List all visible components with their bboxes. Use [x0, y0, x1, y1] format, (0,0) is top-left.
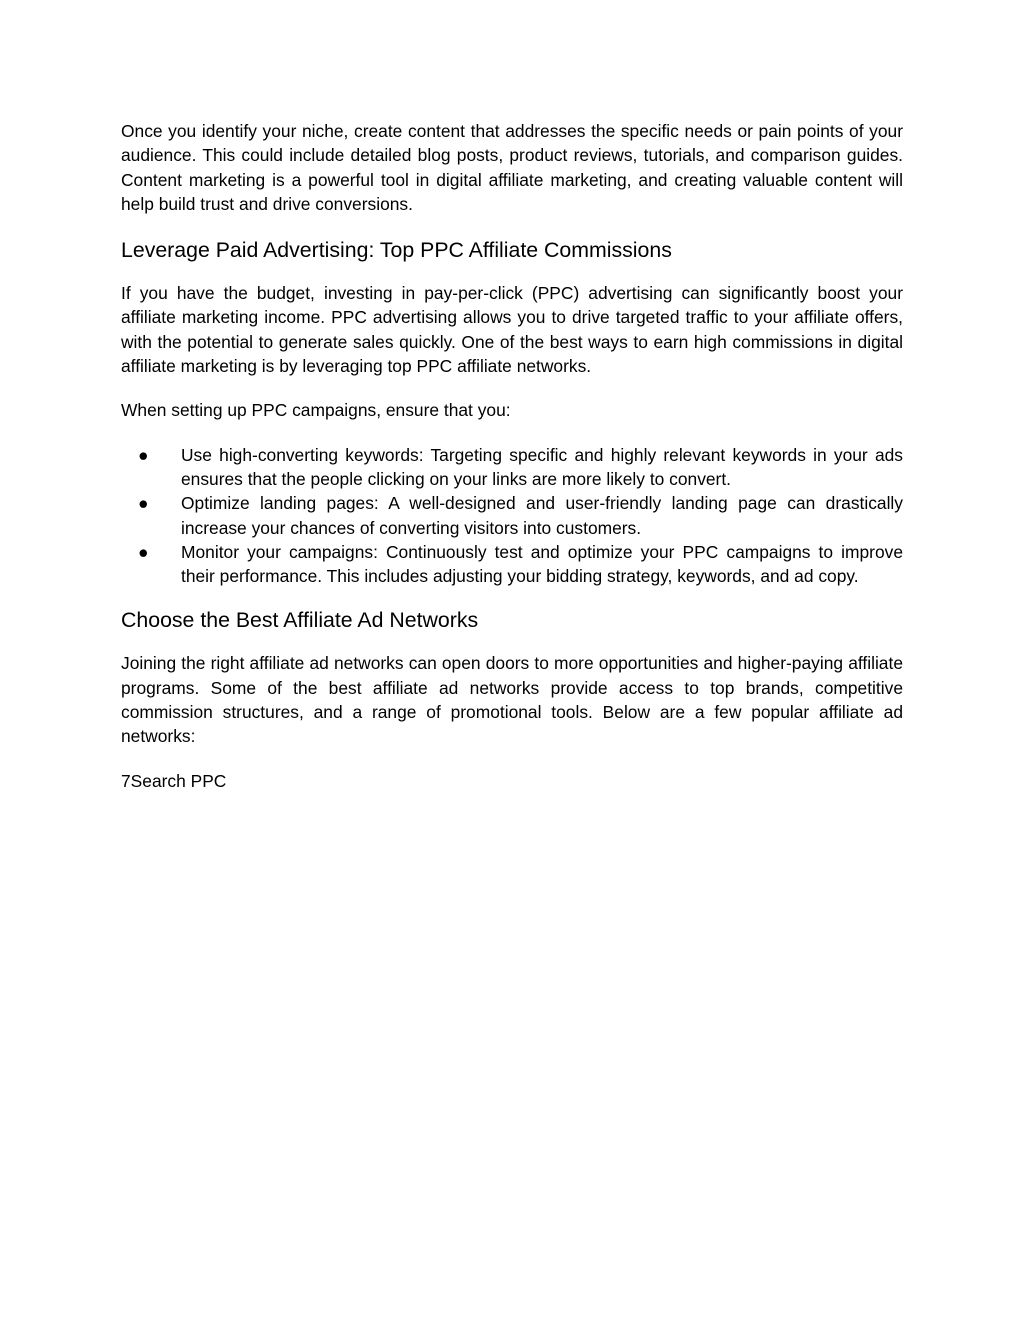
ppc-bullet-list — [121, 443, 903, 589]
networks-paragraph: Joining the right affiliate ad networks can open doors to more opportunities and higher-paying affiliate programs. Some of the best affiliate ad networks provide access to top brands, competitive commission structures, and a range of promotional tools. Below are a few popular affiliate ad networks: — [121, 653, 903, 747]
list-item-text: Monitor your campaigns: Continuously test and optimize your PPC campaigns to improve their performance. This includes adjusting your bidding strategy, keywords, and ad copy. — [181, 541, 903, 587]
document-page — [121, 119, 903, 813]
list-item — [121, 491, 903, 540]
intro-paragraph: Once you identify your niche, create content that addresses the specific needs or pain points of your audience. This could include detailed blog posts, product reviews, tutorials, and comparison guides. Content marketing is a powerful tool in digital affiliate marketing, and creating valuable content will help build trust and drive conversions. — [121, 121, 903, 214]
ppc-section-heading: Leverage Paid Advertising: Top PPC Affiliate Commissions — [121, 238, 672, 263]
networks-section-heading: Choose the Best Affiliate Ad Networks — [121, 608, 479, 633]
list-item-text: Optimize landing pages: A well-designed and user-friendly landing page can drastically increase your chances of converting visitors into customers. — [181, 493, 903, 538]
bullet-icon: ● — [138, 444, 149, 465]
list-item-text: Use high-converting keywords: Targeting specific and highly relevant keywords in your ads ensures that the people clicking on your links are more likely to convert. — [181, 444, 903, 489]
bullet-icon: ● — [138, 493, 149, 514]
bullet-icon: ● — [138, 541, 149, 562]
network-item: 7Search PPC — [121, 770, 227, 791]
list-item — [121, 540, 903, 589]
list-item — [121, 443, 903, 492]
ppc-paragraph: If you have the budget, investing in pay-per-click (PPC) advertising can significantly boost your affiliate marketing income. PPC advertising allows you to drive targeted traffic to your affiliate offers, with the potential to generate sales quickly. One of the best ways to earn high commissions in digital affiliate marketing is by leveraging top PPC affiliate networks. — [121, 283, 903, 377]
ppc-list-intro: When setting up PPC campaigns, ensure that you: — [121, 400, 511, 421]
